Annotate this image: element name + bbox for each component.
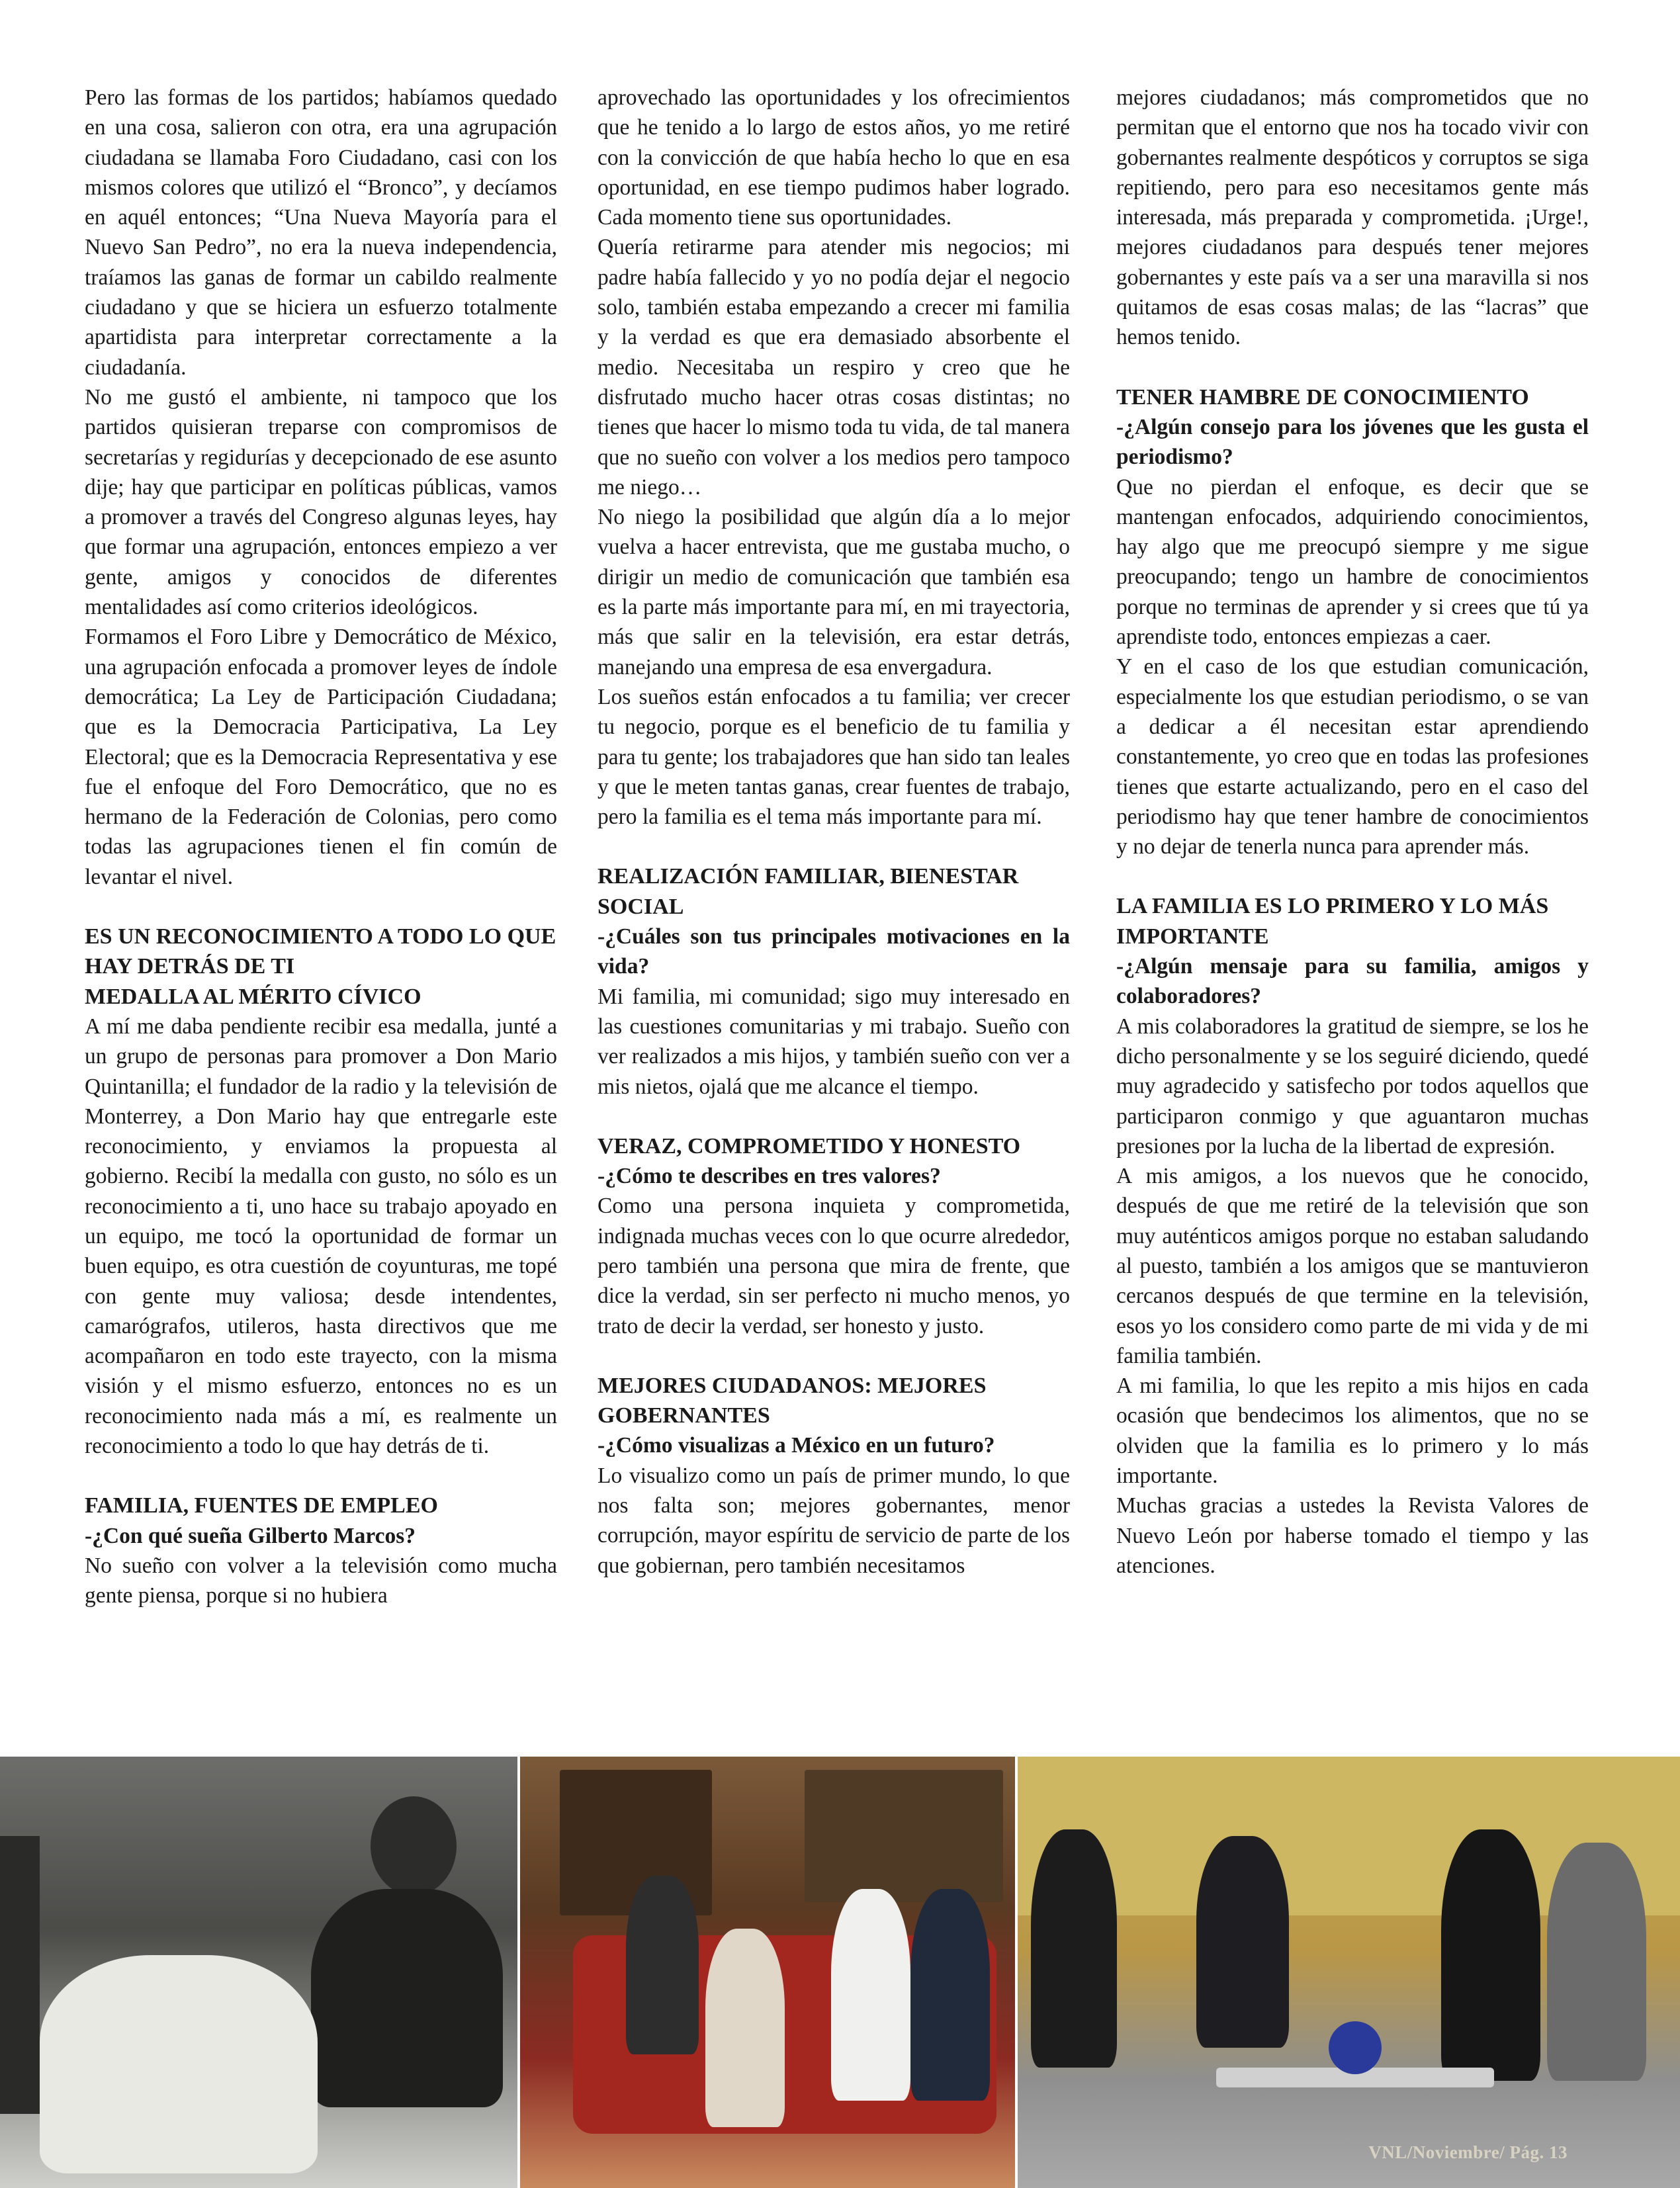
section-gap: [597, 832, 1070, 861]
photo-tv-set: [1018, 1757, 1680, 2188]
paragraph: A mis colaboradores la gratitud de siempre, se los he dicho personalmente y se los seguiré diciendo, quedé muy agradecido y satisfecho por todos aquellos que participaron conmigo y que aguantaron muchas presiones por la lucha de la libertad de expresión.: [1116, 1014, 1589, 1159]
section-heading: ES UN RECONOCIMIENTO A TODO LO QUE HAY DETRÁS DE TI: [85, 924, 556, 979]
paragraph: A mí me daba pendiente recibir esa medalla, junté a un grupo de personas para promover a Don Mario Quintanilla; el fundador de la radio y la televisión de Monterrey, a Don Mario hay que entregarle este reconocimiento, y enviamos la propuesta al gobierno. Recibí la medalla con gusto, no sólo es un reconocimiento a ti, uno hace su trabajo apoyado en un equipo, me tocó la oportunidad de formar un buen equipo, es otra cuestión de coyunturas, me topé con gente muy valiosa; desde intendentes, camarógrafos, utileros, hasta directivos que me acompañaron en todo este trayecto, con la misma visión y el mismo esfuerzo, entonces no es un reconocimiento nada más a mí, es realmente un reconocimiento a todo lo que hay detrás de ti.: [85, 1014, 557, 1459]
paragraph: No me gustó el ambiente, ni tampoco que los partidos quisieran treparse con compromisos de secretarías y regidurías y decepcionado de ese asunto dije; hay que participar en políticas públicas, vamos a promover a través del Congreso algunas leyes, hay que formar una agrupación, entonces empiezo a ver gente, amigos y conocidos de diferentes mentalidades así como criterios ideológicos.: [85, 384, 557, 620]
section-heading: MEJORES CIUDADANOS: MEJORES GOBERNANTES: [597, 1373, 987, 1428]
page-folio: VNL/Noviembre/ Pág. 13: [1368, 2142, 1568, 2162]
section-heading: MEDALLA AL MÉRITO CÍVICO: [85, 984, 421, 1009]
section-heading: FAMILIA, FUENTES DE EMPLEO: [85, 1493, 438, 1518]
paragraph: Formamos el Foro Libre y Democrático de México, una agrupación enfocada a promover leyes de índole democrática; La Ley de Participación Ciudadana; que es la Democracia Participativa, La Ley Electoral; que es la Democracia Representativa y ese fue el enfoque del Foro Democrático, que no es hermano de la Federación de Colonias, pero como todas las agrupaciones tienen el fin común de levantar el nivel.: [85, 625, 557, 889]
paragraph: Los sueños están enfocados a tu familia; ver crecer tu negocio, porque es el beneficio de tu familia y para tu gente; los trabajadores que han sido tan leales y que le meten tantas ganas, crear fuentes de trabajo, pero la familia es el tema más importante para mí.: [597, 684, 1070, 830]
paragraph: Mi familia, mi comunidad; sigo muy interesado en las cuestiones comunitarias y mi trabajo. Sueño con ver realizados a mis hijos, y también sueño con ver a mis nietos, ojalá que me alcance el tiempo.: [597, 984, 1070, 1099]
section-gap: [1116, 861, 1589, 891]
interview-question: -¿Con qué sueña Gilberto Marcos?: [85, 1523, 416, 1548]
section-gap: [85, 1461, 557, 1491]
section-heading: LA FAMILIA ES LO PRIMERO Y LO MÁS IMPORTANTE: [1116, 894, 1549, 949]
interview-question: -¿Algún consejo para los jóvenes que les gusta el periodismo?: [1116, 414, 1589, 470]
paragraph: No sueño con volver a la televisión como mucha gente piensa, porque si no hubiera: [85, 1553, 557, 1608]
section-gap: [597, 1102, 1070, 1131]
paragraph: A mi familia, lo que les repito a mis hijos en cada ocasión que bendecimos los alimentos, que no se olviden que la familia es lo primero y lo más importante.: [1116, 1374, 1589, 1489]
paragraph: Que no pierdan el enfoque, es decir que se mantengan enfocados, adquiriendo conocimientos, hay algo que me preocupó siempre y me sigue preocupando; tengo un hambre de conocimientos porque no terminas de aprender y si crees que tú ya aprendiste todo, entonces empiezas a caer.: [1116, 474, 1589, 650]
paragraph: aprovechado las oportunidades y los ofrecimientos que he tenido a lo largo de estos años, yo me retiré con la convicción de que había hecho lo que en esa oportunidad, en ese tiempo pudimos haber logrado. Cada momento tiene sus oportunidades.: [597, 85, 1070, 230]
column-3: [1116, 83, 1589, 1581]
photo-strip: [0, 1757, 1680, 2188]
paragraph: Pero las formas de los partidos; habíamos quedado en una cosa, salieron con otra, era una agrupación ciudadana se llamaba Foro Ciudadano, casi con los mismos colores que utilizó el “Bronco”, y decíamos en aquél entonces; “Una Nueva Mayoría para el Nuevo San Pedro”, no era la nueva independencia, traíamos las ganas de formar un cabildo realmente ciudadano y que se hiciera un esfuerzo totalmente apartidista para interpretar correctamente a la ciudadanía.: [85, 85, 557, 380]
section-heading: TENER HAMBRE DE CONOCIMIENTO: [1116, 384, 1529, 410]
interview-question: -¿Cómo visualizas a México en un futuro?: [597, 1433, 995, 1458]
interview-question: -¿Algún mensaje para su familia, amigos y colaboradores?: [1116, 954, 1589, 1009]
paragraph: Como una persona inquieta y comprometida, indignada muchas veces con lo que ocurre alrededor, pero también una persona que mira de frente, que dice la verdad, sin ser perfecto ni mucho menos, yo trato de decir la verdad, ser honesto y justo.: [597, 1194, 1070, 1338]
paragraph: Muchas gracias a ustedes la Revista Valores de Nuevo León por haberse tomado el tiempo y las atenciones.: [1116, 1493, 1589, 1578]
paragraph: No niego la posibilidad que algún día a lo mejor vuelva a hacer entrevista, que me gustaba mucho, o dirigir un medio de comunicación que también esa es la parte más importante para mí, en mi trayectoria, más que salir en la televisión, era estar detrás, manejando una empresa de esa envergadura.: [597, 505, 1070, 679]
column-2: [597, 83, 1070, 1581]
section-heading: VERAZ, COMPROMETIDO Y HONESTO: [597, 1133, 1021, 1159]
photo-family-living-room: [520, 1757, 1015, 2188]
section-gap: [597, 1341, 1070, 1371]
section-gap: [85, 892, 557, 922]
paragraph: Lo visualizo como un país de primer mundo, lo que nos falta son; mejores gobernantes, menor corrupción, mayor espíritu de servicio de parte de los que gobiernan, pero también necesitamos: [597, 1463, 1070, 1578]
interview-question: -¿Cuáles son tus principales motivaciones en la vida?: [597, 924, 1070, 979]
paragraph: A mis amigos, a los nuevos que he conocido, después de que me retiré de la televisión que son muy auténticos amigos porque no estaban saludando al puesto, también a los amigos que se mantuvieron cercanos después de que termine en la televisión, esos yo los considero como parte de mi vida y de mi familia también.: [1116, 1164, 1589, 1368]
column-1: [85, 83, 557, 1611]
paragraph: Quería retirarme para atender mis negocios; mi padre había fallecido y yo no podía dejar el negocio solo, también estaba empezando a crecer mi familia y la verdad es que era demasiado absorbente el medio. Necesitaba un respiro y creo que he disfrutado mucho hacer otras cosas distintas; no tienes que hacer lo mismo toda tu vida, de tal manera que no sueño con volver a los medios pero tampoco me niego…: [597, 235, 1070, 500]
section-gap: [1116, 353, 1589, 382]
paragraph: Y en el caso de los que estudian comunicación, especialmente los que estudian periodismo, o se van a dedicar a él necesitan estar aprendiendo constantemente, yo creo que en todas las profesiones tienes que estarte actualizando, pero en el caso del periodismo hay que tener hambre de conocimientos y no dejar de tenerla nunca para aprender más.: [1116, 654, 1589, 859]
photo-bw-interview: [0, 1757, 517, 2188]
paragraph: mejores ciudadanos; más comprometidos que no permitan que el entorno que nos ha tocado vivir con gobernantes realmente despóticos y corruptos se siga repitiendo, pero para eso necesitamos gente más interesada, más preparada y comprometida. ¡Urge!, mejores ciudadanos para después tener mejores gobernantes y este país va a ser una maravilla si nos quitamos de esas cosas malas; de las “lacras” que hemos tenido.: [1116, 85, 1589, 350]
section-heading: REALIZACIÓN FAMILIAR, BIENESTAR SOCIAL: [597, 864, 1019, 919]
interview-question: -¿Cómo te describes en tres valores?: [597, 1164, 941, 1189]
